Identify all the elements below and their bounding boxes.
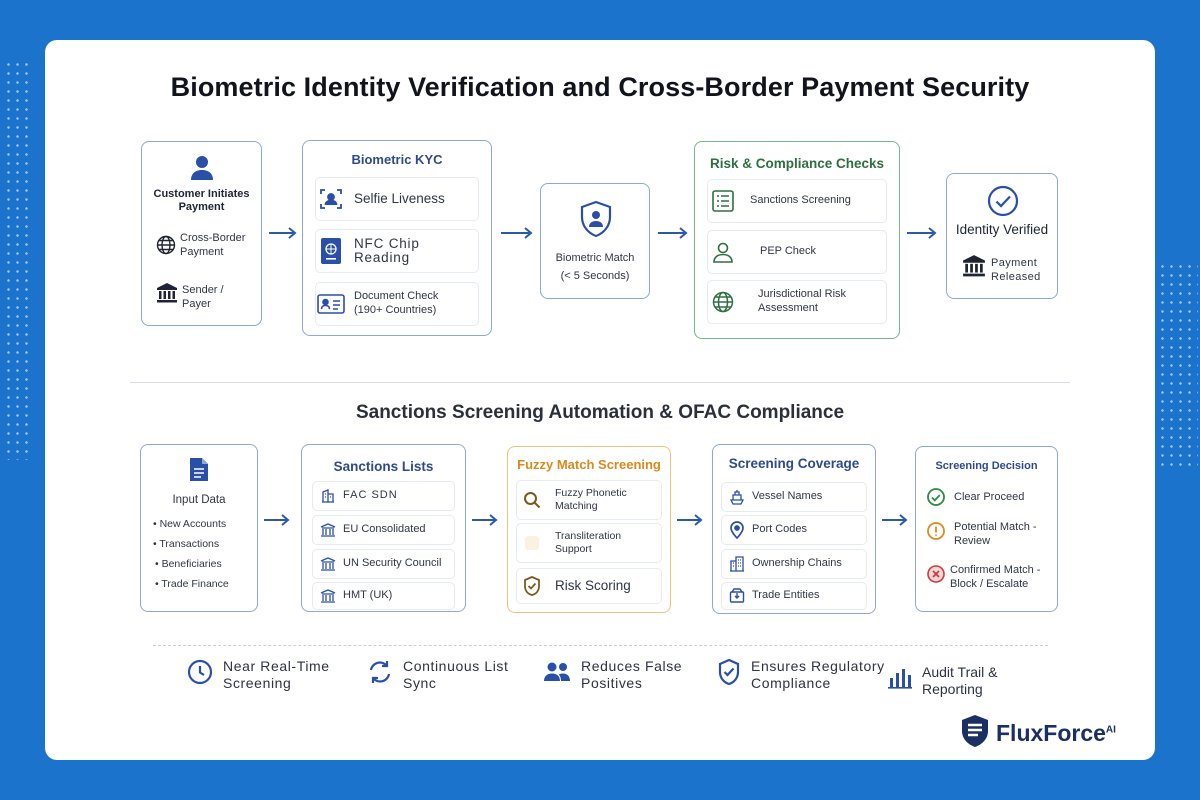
people-icon [543, 660, 571, 689]
risk-item [707, 179, 887, 223]
identity-verified-box [946, 173, 1058, 299]
id-card-icon [316, 294, 346, 314]
fuzzy-item [516, 523, 662, 563]
list-item-label: HMT (UK) [343, 589, 393, 602]
arrow-right-icon [676, 513, 704, 527]
feature-label: Ensures Regulatory Compliance [751, 658, 885, 691]
kyc-item-label: Document Check (190+ Countries) [354, 290, 439, 316]
coverage-item-label: Ownership Chains [752, 557, 842, 570]
list-item [312, 481, 455, 511]
payment-released-label: Payment Released [991, 257, 1041, 284]
customer-box [141, 141, 262, 326]
list-item-label: UN Security Council [343, 557, 442, 570]
coverage-item [721, 582, 867, 610]
building-icon [313, 557, 343, 571]
bank-icon [962, 254, 986, 283]
arrow-right-icon [500, 226, 534, 240]
biometric-match-detail: (< 5 Seconds) [560, 270, 630, 282]
magnifier-icon [517, 491, 547, 509]
biometric-kyc-box [302, 140, 492, 336]
decision-label: Clear Proceed [954, 491, 1025, 503]
globe-icon [156, 235, 176, 260]
customer-item-label: Sender / Payer [182, 284, 224, 311]
shield-user-icon [579, 200, 613, 243]
fuzzy-item-label: Risk Scoring [555, 577, 631, 593]
biometric-match-box [540, 183, 650, 299]
feature-item [717, 658, 891, 692]
risk-compliance-heading: Risk & Compliance Checks [709, 156, 885, 171]
kyc-item [315, 282, 479, 326]
input-data-box [140, 444, 258, 612]
customer-item-label: Cross-Border Payment [180, 232, 246, 259]
clock-icon [187, 659, 213, 690]
input-data-item: • Trade Finance [155, 578, 229, 590]
fuzzy-item [516, 568, 662, 604]
input-data-item: • New Accounts [153, 518, 227, 530]
coverage-item [721, 482, 867, 512]
risk-item [707, 230, 887, 274]
screening-decision-box [915, 446, 1058, 612]
section-subtitle: Sanctions Screening Automation & OFAC Compliance [355, 402, 845, 423]
ship-icon [722, 489, 752, 505]
decision-label: Confirmed Match - Block / Escalate [950, 564, 1041, 591]
pin-icon [722, 521, 752, 539]
coverage-item [721, 549, 867, 579]
building-icon [313, 489, 343, 503]
list-item-label: FAC SDN [343, 489, 398, 502]
risk-item-label: PEP Check [760, 245, 817, 258]
person-icon [708, 241, 738, 263]
passport-icon [316, 237, 346, 265]
list-item [312, 582, 455, 610]
fuzzy-item-label: Transliteration Support [555, 529, 622, 555]
building-icon [313, 523, 343, 537]
kyc-item [315, 177, 479, 221]
fuzzy-match-box [507, 446, 671, 613]
kyc-item [315, 229, 479, 273]
risk-item-label: Jurisdictional Risk Assessment [758, 288, 847, 314]
coverage-item-label: Trade Entities [752, 589, 820, 602]
decision-label: Potential Match - Review [954, 521, 1037, 548]
transliteration-icon [517, 534, 547, 552]
selfie-icon [316, 187, 346, 211]
fluxforce-logo [960, 714, 1116, 753]
fuzzy-item [516, 480, 662, 520]
feature-label: Reduces False Positives [581, 658, 683, 691]
sanctions-lists-box [301, 444, 466, 612]
logo-shield-icon [960, 714, 990, 753]
input-data-item: • Transactions [153, 538, 220, 550]
feature-item [187, 658, 343, 692]
feature-item [543, 658, 701, 692]
arrow-right-icon [263, 513, 291, 527]
dot-pattern-left [4, 60, 34, 460]
sanctions-lists-heading: Sanctions Lists [333, 459, 434, 474]
risk-item-label: Sanctions Screening [750, 194, 851, 207]
diagram-card [45, 40, 1155, 760]
box-icon [722, 588, 752, 604]
input-data-item: • Beneficiaries [155, 558, 222, 570]
feature-item [888, 664, 1012, 698]
customer-heading: Customer Initiates Payment [153, 188, 250, 214]
logo-suffix: AI [1105, 724, 1116, 736]
page-title: Biometric Identity Verification and Cross-Border Payment Security [170, 72, 1030, 102]
identity-verified-label: Identity Verified [955, 222, 1049, 237]
biometric-kyc-heading: Biometric KYC [351, 152, 443, 167]
input-data-heading: Input Data [172, 494, 226, 506]
kyc-item-label: NFC Chip Reading [354, 235, 420, 265]
building-icon [313, 589, 343, 603]
buildings-icon [722, 556, 752, 572]
user-icon [190, 155, 214, 186]
logo-brand: FluxForce [996, 720, 1106, 746]
check-circle-icon [927, 488, 945, 511]
shield-check-icon [717, 658, 741, 691]
list-item [312, 515, 455, 545]
fuzzy-match-heading: Fuzzy Match Screening [517, 457, 661, 472]
feature-label: Audit Trail & Reporting [922, 664, 998, 697]
screening-decision-heading: Screening Decision [935, 460, 1038, 472]
arrow-right-icon [471, 513, 499, 527]
warning-circle-icon [927, 522, 945, 545]
globe-icon [708, 291, 738, 313]
screening-coverage-heading: Screening Coverage [728, 456, 860, 471]
list-icon [708, 190, 738, 212]
biometric-match-label: Biometric Match [555, 252, 635, 264]
dot-pattern-right [1158, 262, 1198, 472]
arrow-right-icon [268, 226, 298, 240]
screening-coverage-box [712, 444, 876, 614]
coverage-item-label: Vessel Names [752, 490, 823, 503]
x-circle-icon [927, 565, 945, 588]
list-item [312, 549, 455, 579]
coverage-item-label: Port Codes [752, 523, 808, 536]
feature-label: Near Real-Time Screening [223, 658, 330, 691]
document-icon [189, 457, 209, 487]
sync-icon [367, 659, 393, 690]
feature-label: Continuous List Sync [403, 658, 509, 691]
logo-text [996, 720, 1116, 747]
kyc-item-label: Selfie Liveness [354, 190, 445, 206]
risk-item [707, 280, 887, 324]
fuzzy-item-label: Fuzzy Phonetic Matching [555, 486, 627, 512]
bank-icon [156, 282, 178, 309]
shield-check-icon [517, 576, 547, 596]
check-circle-icon [987, 185, 1019, 222]
coverage-item [721, 515, 867, 545]
risk-compliance-box [694, 141, 900, 339]
bar-chart-icon [888, 667, 912, 694]
arrow-right-icon [881, 513, 909, 527]
footer-divider [153, 645, 1048, 646]
arrow-right-icon [657, 226, 689, 240]
feature-item [367, 658, 523, 692]
list-item-label: EU Consolidated [343, 523, 426, 536]
section-divider [130, 382, 1070, 383]
arrow-right-icon [906, 226, 938, 240]
